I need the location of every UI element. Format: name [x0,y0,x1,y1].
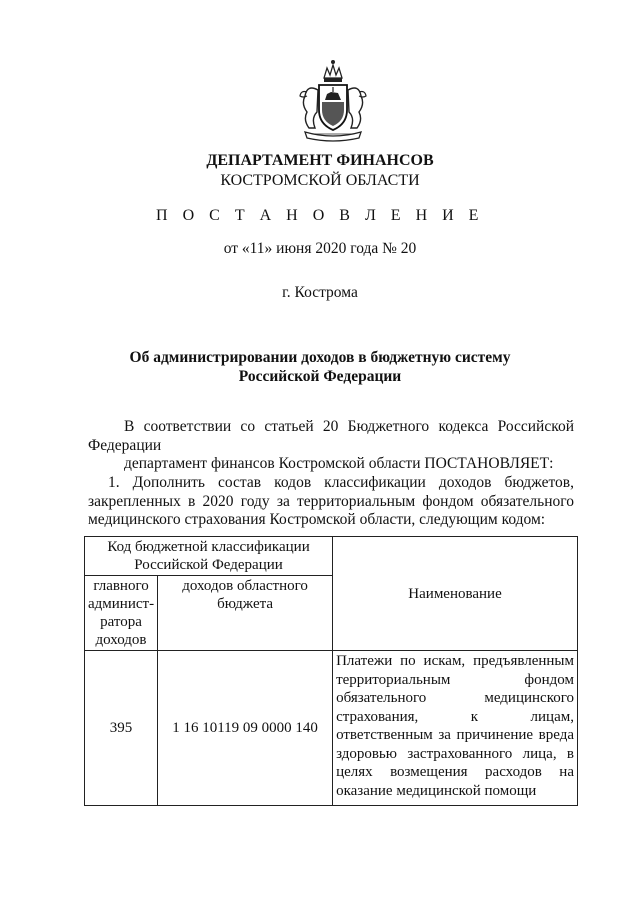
document-date: от «11» июня 2020 года № 20 [223,240,417,257]
header-name: Наименование [333,537,578,651]
header-income: доходов областного бюджета [158,576,333,651]
table-header-row [85,537,578,576]
header-admin: главного админист-ратора доходов [85,576,158,651]
paragraph-resolves: департамент финансов Костромской области ПОСТАНОВЛЯЕТ: [124,455,554,472]
document-city: г. Кострома [282,284,358,301]
table-row [85,651,578,806]
document-type: П О С Т А Н О В Л Е Н И Е [156,207,484,224]
paragraph-item-1: 1. Дополнить состав кодов классификации доходов бюджетов, закрепленных в 2020 году за территориальным фондом обязательного медицинского страхования Костромской области, следующим кодом: [88,474,574,528]
paragraph-basis: В соответствии со статьей 20 Бюджетного кодекса Российской Федерации [88,418,574,454]
department-region: КОСТРОМСКОЙ ОБЛАСТИ [220,172,420,189]
document-title [0,348,640,386]
cell-admin-code: 395 [85,651,158,806]
coat-of-arms-icon [291,58,375,144]
budget-codes-table [84,536,578,806]
cell-income-code: 1 16 10119 09 0000 140 [158,651,333,806]
header-kbk: Код бюджетной классификации Российской Федерации [85,537,333,576]
title-line-2: Российской Федерации [238,368,402,385]
department-name: ДЕПАРТАМЕНТ ФИНАНСОВ [206,152,434,169]
cell-name: Платежи по искам, предъявленным территориальным фондом обязательного медицинского страхования, к лицам, ответственным за причинение вреда здоровью застрахованного лица, в целях возмещения расходов на оказание медицинской помощи [333,651,578,806]
title-line-1: Об администрировании доходов в бюджетную систему [129,349,511,366]
